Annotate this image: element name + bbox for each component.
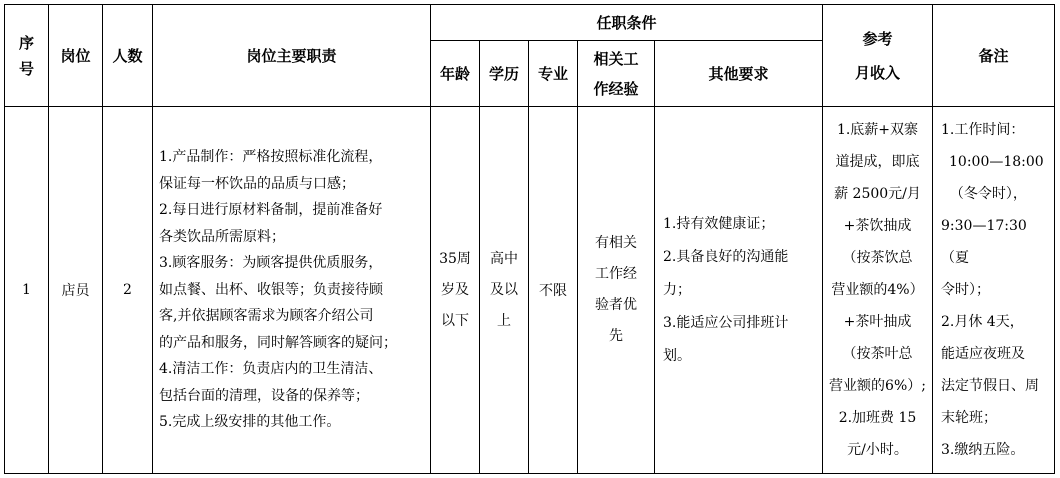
- remarks-line: 令时）；: [941, 282, 990, 298]
- header-duties: 岗位主要职责: [153, 5, 431, 107]
- remarks-line: 末轮班；: [941, 410, 997, 426]
- other-line: 2.具备良好的沟通能: [663, 248, 789, 265]
- salary-line: 2.加班费 15: [838, 410, 917, 426]
- duty-line: 如点餐、出杯、收银等；负责接待顾: [159, 281, 383, 298]
- remarks-line: 3.缴纳五险。: [941, 442, 1025, 458]
- remarks-line: 法定节假日、周: [941, 378, 1039, 394]
- duty-line: 3.顾客服务：为顾客提供优质服务，: [159, 255, 383, 272]
- experience-line: 先: [609, 328, 623, 344]
- other-line: 3.能适应公司排班计: [663, 314, 789, 331]
- duty-line: 5.完成上级安排的其他工作。: [159, 414, 341, 431]
- cell-experience: [578, 107, 655, 474]
- duty-line: 包括台面的清理，设备的保养等；: [159, 387, 369, 404]
- header-requirements: 任职条件: [431, 5, 823, 41]
- age-line: 以下: [441, 312, 469, 329]
- header-experience-line2: 作经验: [593, 79, 639, 98]
- header-count: 人数: [103, 5, 153, 107]
- education-line: 高中: [490, 250, 518, 267]
- cell-seq: 1: [5, 107, 49, 474]
- salary-line: 营业额的4%）: [831, 282, 924, 298]
- remarks-line: （冬令时），: [941, 186, 1027, 202]
- duty-line: 各类饮品所需原料；: [159, 228, 285, 245]
- cell-position: 店员: [49, 107, 103, 474]
- header-major: 专业: [529, 41, 578, 107]
- remarks-line: 能适应夜班及: [941, 346, 1025, 362]
- salary-line: （按茶叶总: [842, 346, 913, 362]
- remarks-line: 1.工作时间：: [941, 122, 1025, 138]
- education-line: 上: [497, 312, 511, 329]
- salary-line: 元/小时。: [847, 442, 908, 458]
- header-salary-line2: 月收入: [854, 63, 900, 82]
- age-line: 岁及: [441, 281, 469, 298]
- experience-line: 有相关: [595, 235, 637, 251]
- header-experience: [578, 41, 655, 107]
- cell-remarks: [933, 107, 1055, 474]
- salary-line: 薪 2500元/月: [834, 186, 921, 202]
- header-other: 其他要求: [655, 41, 823, 107]
- header-seq-line1: 序: [18, 33, 34, 52]
- cell-age: [431, 107, 480, 474]
- header-salary: [823, 5, 933, 107]
- duty-line: 2.每日进行原材料备制，提前准备好: [159, 202, 383, 219]
- header-seq-line2: 号: [18, 59, 34, 78]
- header-age: 年龄: [431, 41, 480, 107]
- cell-other-requirements: [655, 107, 823, 474]
- cell-major: 不限: [529, 107, 578, 474]
- cell-salary: [823, 107, 933, 474]
- header-position: 岗位: [49, 5, 103, 107]
- duty-line: 保证每一杯饮品的品质与口感；: [159, 175, 355, 192]
- other-line: 划。: [663, 347, 691, 364]
- cell-duties: [153, 107, 431, 474]
- remarks-line: 9:30—17:30（夏: [941, 218, 1027, 266]
- age-line: 35周: [439, 250, 471, 267]
- salary-line: （按茶饮总: [842, 250, 913, 266]
- duty-line: 4.清洁工作：负责店内的卫生清洁、: [159, 361, 383, 378]
- remarks-line: 2.月休 4天，: [941, 314, 1024, 330]
- salary-line: +茶饮抽成: [843, 218, 912, 234]
- header-row-top: [5, 5, 1055, 41]
- header-salary-line1: 参考: [862, 29, 893, 48]
- experience-line: 工作经: [595, 266, 637, 282]
- salary-line: 营业额的6%）;: [829, 378, 926, 394]
- duty-line: 1.产品制作：严格按照标准化流程，: [159, 149, 383, 166]
- header-education: 学历: [480, 41, 529, 107]
- salary-line: 1.底薪+双寨: [836, 122, 919, 138]
- duty-line: 的产品和服务，同时解答顾客的疑问；: [159, 334, 397, 351]
- education-line: 及以: [490, 281, 518, 298]
- header-seq: [5, 5, 49, 107]
- remarks-line: 10:00—18:00: [949, 154, 1044, 170]
- header-experience-line1: 相关工: [593, 49, 639, 68]
- cell-count: 2: [103, 107, 153, 474]
- header-remarks: 备注: [933, 5, 1055, 107]
- cell-education: [480, 107, 529, 474]
- experience-line: 验者优: [595, 297, 637, 313]
- other-line: 1.持有效健康证；: [663, 215, 775, 232]
- salary-line: +茶叶抽成: [843, 314, 912, 330]
- table-row: [5, 107, 1055, 474]
- duty-line: 客,并依据顾客需求为顾客介绍公司: [159, 308, 374, 325]
- other-line: 力；: [663, 281, 691, 298]
- job-posting-table: [4, 4, 1055, 474]
- salary-line: 道提成，即底: [835, 154, 920, 170]
